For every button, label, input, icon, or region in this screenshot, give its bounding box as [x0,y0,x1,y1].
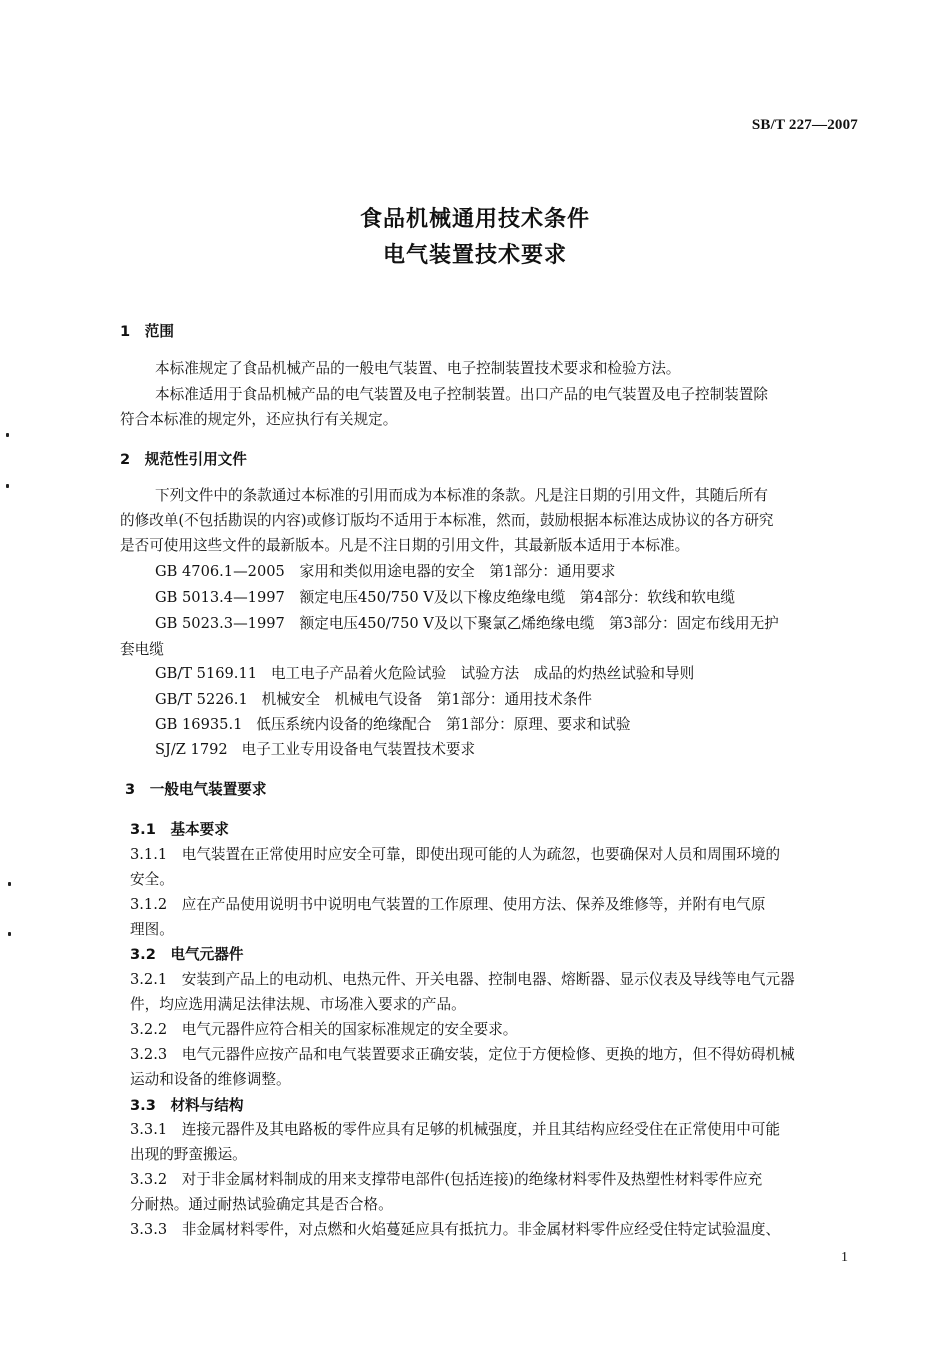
section-2-heading: 2 规范性引用文件 [120,451,247,468]
clause-line: 3.2.3 电气元器件应按产品和电气装置要求正确安装，定位于方便检修、更换的地方，但不得妨碍机械 [130,1046,795,1063]
reference-code: GB 5013.4—1997 [155,589,285,606]
scan-speck [8,882,11,886]
scan-speck [6,484,9,488]
paragraph-line: 的修改单(不包括勘误的内容)或修订版均不适用于本标准，然而，鼓励根据本标准达成协议的各方研究 [120,512,774,529]
clause-line: 3.1.2 应在产品使用说明书中说明电气装置的工作原理、使用方法、保养及维修等，并附有电气原 [130,896,766,913]
clause-line: 件，均应选用满足法律法规、市场准入要求的产品。 [130,996,466,1013]
reference-code: GB 5023.3—1997 [155,615,285,632]
reference-code: GB 4706.1—2005 [155,563,285,580]
paragraph-line: 符合本标准的规定外，还应执行有关规定。 [120,411,398,428]
reference-title: 额定电压450/750 V及以下橡皮绝缘电缆 第4部分：软线和软电缆 [299,589,735,606]
normative-reference [155,740,475,760]
clause-line: 3.3.3 非金属材料零件，对点燃和火焰蔓延应具有抵抗力。非金属材料零件应经受住特定试验温度、 [130,1221,781,1238]
section-3-heading: 3 一般电气装置要求 [125,781,267,798]
clause-line: 运动和设备的维修调整。 [130,1071,291,1088]
subsection-heading: 3.2 电气元器件 [130,946,244,963]
normative-reference [155,664,694,684]
clause-line: 3.3.1 连接元器件及其电路板的零件应具有足够的机械强度，并且其结构应经受住在正常使用中可能 [130,1121,781,1138]
clause-line: 3.1.1 电气装置在正常使用时应安全可靠，即使出现可能的人为疏忽，也要确保对人员和周围环境的 [130,846,781,863]
paragraph-line: 本标准规定了食品机械产品的一般电气装置、电子控制装置技术要求和检验方法。 [155,360,681,377]
normative-reference [155,614,779,634]
normative-reference [155,562,615,582]
normative-reference [155,588,735,608]
clause-line: 理图。 [130,921,174,938]
reference-title: 电子工业专用设备电气装置技术要求 [241,741,476,758]
scan-speck [8,932,11,936]
paragraph-line: 是否可使用这些文件的最新版本。凡是不注日期的引用文件，其最新版本适用于本标准。 [120,537,690,554]
reference-title: 电工电子产品着火危险试验 试验方法 成品的灼热丝试验和导则 [270,665,695,682]
standard-number: SB/T 227—2007 [751,117,858,133]
subsection-heading: 3.3 材料与结构 [130,1097,244,1114]
normative-reference-continuation: 套电缆 [120,641,164,658]
scan-speck [6,433,9,437]
reference-title: 额定电压450/750 V及以下聚氯乙烯绝缘电缆 第3部分：固定布线用无护 [299,615,779,632]
paragraph-line: 本标准适用于食品机械产品的电气装置及电子控制装置。出口产品的电气装置及电子控制装置除 [155,386,768,403]
clause-line: 3.2.2 电气元器件应符合相关的国家标准规定的安全要求。 [130,1021,518,1038]
reference-code: GB/T 5226.1 [155,691,248,708]
clause-line: 3.2.1 安装到产品上的电动机、电热元件、开关电器、控制电器、熔断器、显示仪表及导线等电气元器 [130,971,795,988]
subsection-heading: 3.1 基本要求 [130,821,229,838]
reference-code: GB/T 5169.11 [155,665,258,682]
reference-title: 低压系统内设备的绝缘配合 第1部分：原理、要求和试验 [256,716,631,733]
section-1-heading: 1 范围 [120,323,174,340]
reference-code: GB 16935.1 [155,716,243,733]
clause-line: 安全。 [130,871,174,888]
document-title-line2: 电气装置技术要求 [382,243,567,268]
reference-code: SJ/Z 1792 [155,741,228,758]
document-title-line1: 食品机械通用技术条件 [359,207,590,232]
clause-line: 出现的野蛮搬运。 [130,1146,247,1163]
clause-line: 3.3.2 对于非金属材料制成的用来支撑带电部件(包括连接)的绝缘材料零件及热塑性材料零件应充 [130,1171,763,1188]
clause-line: 分耐热。通过耐热试验确定其是否合格。 [130,1196,393,1213]
page-number: 1 [841,1250,848,1265]
normative-reference [155,715,630,735]
normative-reference [155,690,592,710]
paragraph-line: 下列文件中的条款通过本标准的引用而成为本标准的条款。凡是注日期的引用文件，其随后所有 [155,487,768,504]
reference-title: 机械安全 机械电气设备 第1部分：通用技术条件 [261,691,593,708]
reference-title: 家用和类似用途电器的安全 第1部分：通用要求 [299,563,616,580]
